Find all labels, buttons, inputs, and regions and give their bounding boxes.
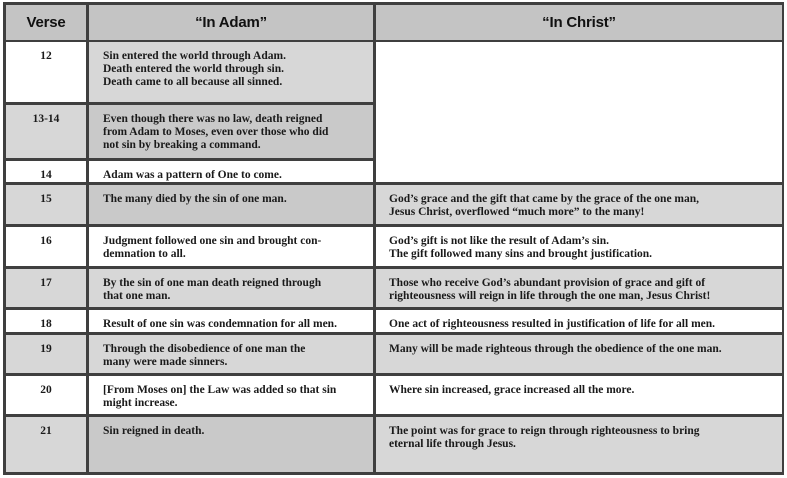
christ-cell [376, 376, 782, 414]
christ-line: Many will be made righteous through the obedience of the one man. [389, 343, 722, 355]
christ-line: righteousness will reign in life through the one man, Jesus Christ! [389, 290, 711, 302]
adam-line: might increase. [103, 397, 178, 409]
adam-cell [89, 42, 373, 102]
adam-cell [89, 105, 373, 158]
christ-cell [376, 310, 782, 332]
header-christ-label: “In Christ” [542, 14, 616, 31]
adam-line: By the sin of one man death reigned through [103, 277, 322, 289]
adam-line: from Adam to Moses, even over those who did [103, 126, 329, 138]
adam-line: that one man. [103, 290, 171, 302]
adam-cell [89, 310, 373, 332]
adam-line: Adam was a pattern of One to come. [103, 169, 282, 181]
adam-line: Death came to all because all sinned. [103, 76, 283, 88]
adam-line: demnation to all. [103, 248, 186, 260]
adam-line: Death entered the world through sin. [103, 63, 285, 75]
christ-line: The gift followed many sins and brought justification. [389, 248, 653, 260]
adam-line: many were made sinners. [103, 356, 228, 368]
christ-cell-blank [376, 42, 782, 182]
christ-line: eternal life through Jesus. [389, 438, 516, 450]
adam-cell [89, 227, 373, 266]
verse-cell: 18 [6, 310, 86, 332]
adam-cell [89, 335, 373, 373]
verse-cell: 19 [6, 335, 86, 373]
verse-cell: 20 [6, 376, 86, 414]
christ-cell [376, 269, 782, 307]
christ-line: Jesus Christ, overflowed “much more” to the many! [389, 206, 645, 218]
christ-cell [376, 417, 782, 472]
adam-cell [89, 161, 373, 182]
verse-cell: 15 [6, 185, 86, 224]
christ-line: The point was for grace to reign through righteousness to bring [389, 425, 700, 437]
adam-line: The many died by the sin of one man. [103, 193, 287, 205]
adam-cell [89, 376, 373, 414]
christ-line: Those who receive God’s abundant provision of grace and gift of [389, 277, 706, 289]
verse-cell: 13-14 [6, 105, 86, 158]
adam-cell [89, 185, 373, 224]
header-christ [376, 5, 782, 40]
header-adam [89, 5, 373, 40]
adam-line: [From Moses on] the Law was added so that sin [103, 384, 337, 396]
adam-line: Judgment followed one sin and brought con- [103, 235, 322, 247]
verse-cell: 14 [6, 161, 86, 182]
christ-cell [376, 335, 782, 373]
christ-line: Where sin increased, grace increased all the more. [389, 384, 635, 396]
adam-line: Sin entered the world through Adam. [103, 50, 286, 62]
adam-line: not sin by breaking a command. [103, 139, 261, 151]
adam-line: Sin reigned in death. [103, 425, 205, 437]
adam-line: Result of one sin was condemnation for all men. [103, 318, 337, 330]
verse-cell: 21 [6, 417, 86, 472]
adam-line: Even though there was no law, death reigned [103, 113, 323, 125]
christ-cell [376, 185, 782, 224]
adam-cell [89, 269, 373, 307]
header-adam-label: “In Adam” [195, 14, 267, 31]
verse-cell: 16 [6, 227, 86, 266]
christ-line: God’s grace and the gift that came by the grace of the one man, [389, 193, 700, 205]
christ-line: One act of righteousness resulted in justification of life for all men. [389, 318, 716, 330]
header-verse-label: Verse [26, 14, 66, 31]
adam-line: Through the disobedience of one man the [103, 343, 306, 355]
header-verse [6, 5, 86, 40]
christ-line: God’s gift is not like the result of Adam’s sin. [389, 235, 610, 247]
adam-cell [89, 417, 373, 472]
verse-cell: 17 [6, 269, 86, 307]
verse-cell: 12 [6, 42, 86, 102]
christ-cell [376, 227, 782, 266]
